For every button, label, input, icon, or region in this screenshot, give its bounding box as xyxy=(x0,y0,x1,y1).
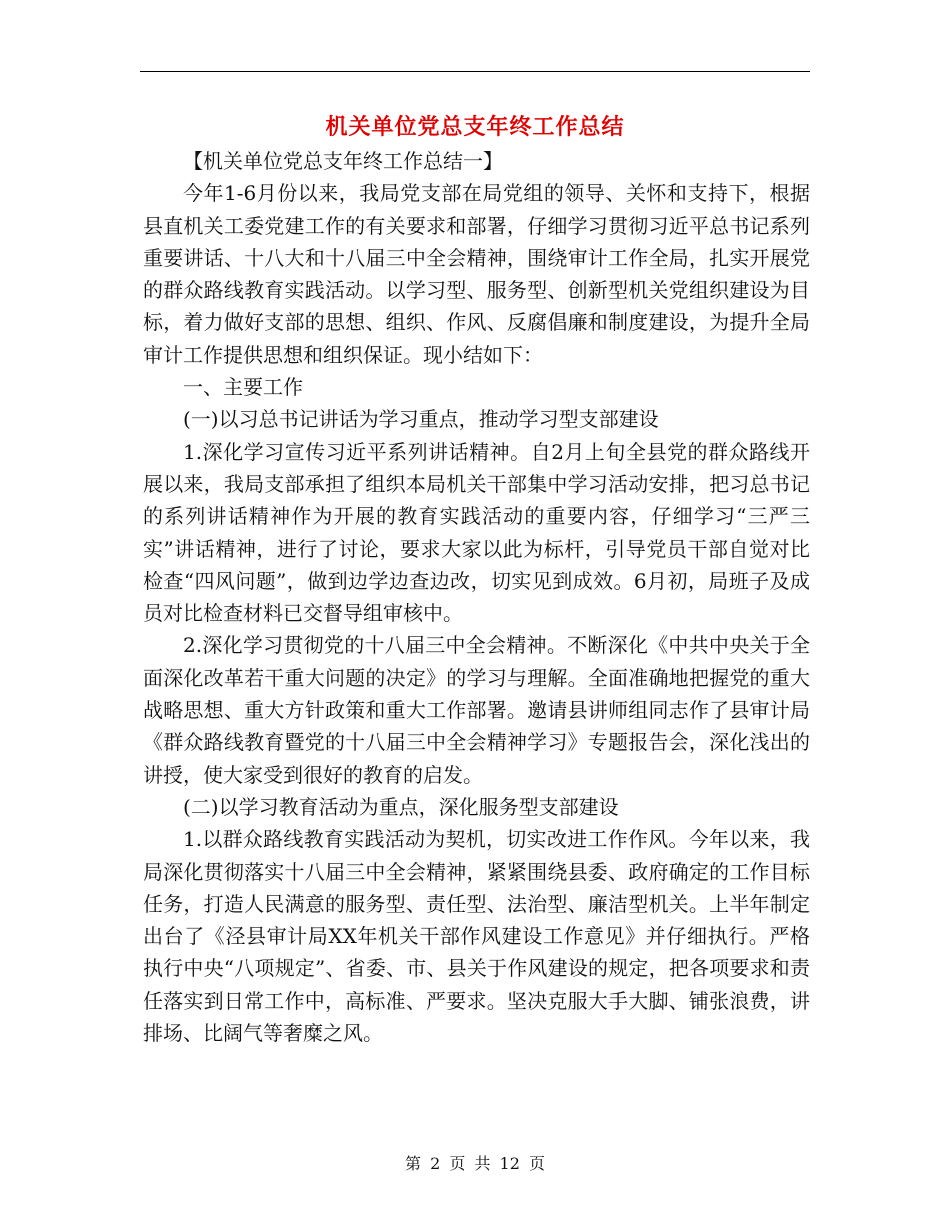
header-rule xyxy=(140,71,810,72)
main-work-heading: 一、主要工作 xyxy=(183,375,303,400)
subsection-heading-2: (二)以学习教育活动为重点，深化服务型支部建设 xyxy=(183,794,619,819)
item-paragraph-1-2: 2.深化学习贯彻党的十八届三中全会精神。不断深化《中共中央关于全面深化改革若干重大问题的决定》的学习与理解。全面准确地把握党的重大战略思想、重大方针政策和重大工作部署。邀请县讲师组同志作了县审计局《群众路线教育暨党的十八届三中全会精神学习》专题报告会，深化浅出的讲授，使大家受到很好的教育的启发。 xyxy=(143,633,810,787)
document-title: 机关单位党总支年终工作总结 xyxy=(325,114,625,140)
page-number-footer: 第 2 页 共 12 页 xyxy=(405,1154,545,1173)
section-heading-bracket: 【机关单位党总支年终工作总结一】 xyxy=(183,149,503,173)
document-body xyxy=(143,145,810,1049)
item-paragraph-1-1: 1.深化学习宣传习近平系列讲话精神。自2月上旬全县党的群众路线开展以来，我局支部承担了组织本局机关干部集中学习活动安排，把习总书记的系列讲话精神作为开展的教育实践活动的重要内容，仔细学习“三严三实”讲话精神，进行了讨论，要求大家以此为标杆，引导党员干部自觉对比检查“四风问题”，做到边学边查边改，切实见到成效。6月初，局班子及成员对比检查材料已交督导组审核中。 xyxy=(143,439,810,626)
intro-paragraph: 今年1-6月份以来，我局党支部在局党组的领导、关怀和支持下，根据县直机关工委党建工作的有关要求和部署，仔细学习贯彻习近平总书记系列重要讲话、十八大和十八届三中全会精神，围绕审计工作全局，扎实开展党的群众路线教育实践活动。以学习型、服务型、创新型机关党组织建设为目标，着力做好支部的思想、组织、作风、反腐倡廉和制度建设，为提升全局审计工作提供思想和组织保证。现小结如下： xyxy=(143,181,810,367)
subsection-heading-1: (一)以习总书记讲话为学习重点，推动学习型支部建设 xyxy=(183,407,659,432)
item-paragraph-2-1: 1.以群众路线教育实践活动为契机，切实改进工作作风。今年以来，我局深化贯彻落实十八届三中全会精神，紧紧围绕县委、政府确定的工作目标任务，打造人民满意的服务型、责任型、法治型、廉洁型机关。上半年制定出台了《泾县审计局XX年机关干部作风建设工作意见》并仔细执行。严格执行中央“八项规定”、省委、市、县关于作风建设的规定，把各项要求和责任落实到日常工作中，高标准、严要求。坚决克服大手大脚、铺张浪费，讲排场、比阔气等奢糜之风。 xyxy=(143,827,810,1046)
